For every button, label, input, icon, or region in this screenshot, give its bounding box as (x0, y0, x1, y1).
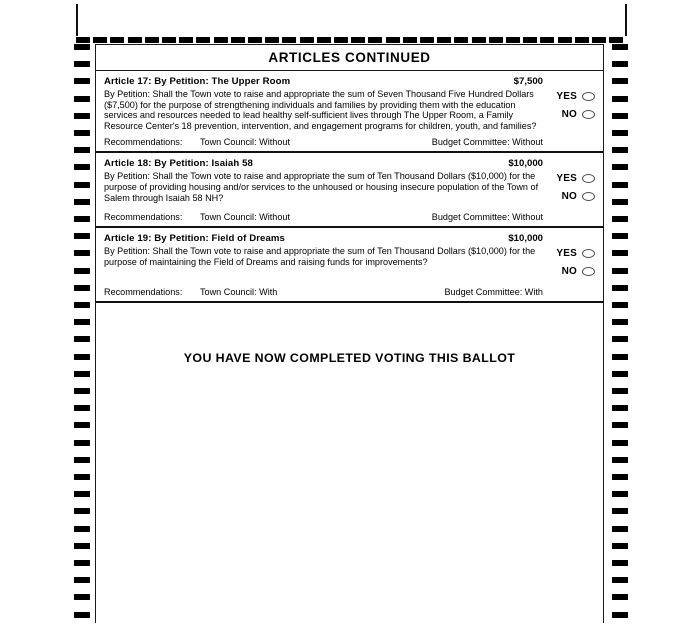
timing-mark (472, 37, 486, 43)
timing-mark (74, 491, 90, 497)
timing-mark (74, 457, 90, 463)
recommendations-row (104, 212, 595, 222)
timing-marks-top (76, 36, 626, 44)
timing-mark (612, 388, 628, 394)
article-title-row (104, 158, 543, 169)
vote-option-yes[interactable] (549, 88, 595, 104)
timing-mark (74, 113, 90, 119)
timing-marks-right (612, 44, 630, 624)
vote-yes-oval[interactable] (582, 92, 595, 101)
timing-mark (612, 130, 628, 136)
vote-yes-oval[interactable] (582, 174, 595, 183)
timing-mark (74, 526, 90, 532)
timing-mark (74, 594, 90, 600)
timing-mark (612, 457, 628, 463)
recommendations-label: Recommendations: (104, 212, 183, 223)
vote-option-yes[interactable] (549, 170, 595, 186)
timing-mark (612, 164, 628, 170)
timing-mark (282, 37, 296, 43)
timing-mark (612, 233, 628, 239)
vote-option-no[interactable] (549, 106, 595, 122)
article-amount: $10,000 (508, 233, 543, 245)
vote-yes-oval[interactable] (582, 249, 595, 258)
timing-mark (74, 422, 90, 428)
vote-no-label: NO (561, 190, 577, 202)
timing-mark (196, 37, 210, 43)
timing-mark (506, 37, 520, 43)
vote-options-column (549, 76, 595, 124)
timing-mark (612, 560, 628, 566)
articles-container (96, 71, 603, 303)
vote-option-yes[interactable] (549, 245, 595, 261)
timing-mark (351, 37, 365, 43)
timing-mark (403, 37, 417, 43)
timing-mark (612, 440, 628, 446)
article-block-3 (96, 228, 603, 303)
article-body-text: By Petition: Shall the Town vote to raise and appropriate the sum of Ten Thousand Dollars ($10,000) for the purpose of providing housing and/or services to the unhoused or housing insecure population of the Town of Salem through Isaiah 58 NH? (104, 171, 539, 203)
timing-mark (612, 113, 628, 119)
timing-mark (612, 285, 628, 291)
blank-ballot-area (96, 303, 603, 603)
timing-mark (592, 37, 606, 43)
timing-mark (489, 37, 503, 43)
vote-option-no[interactable] (549, 188, 595, 204)
article-body-text: By Petition: Shall the Town vote to raise and appropriate the sum of Seven Thousand Five Hundred Dollars ($7,500) for the purpose of strengthening individuals and families by providing them with the education services and resources needed to lead healthy self-sufficient lives through The Upper Room, a Family Resource Center's 18 prevention, intervention, and engagement programs for children, youth, and families? (104, 89, 537, 131)
registration-mark-top-right (625, 4, 627, 36)
ballot-frame (95, 44, 604, 623)
timing-mark (74, 405, 90, 411)
timing-mark (74, 78, 90, 84)
timing-mark (74, 233, 90, 239)
article-title: Article 17: By Petition: The Upper Room (104, 76, 291, 87)
timing-mark (74, 508, 90, 514)
timing-mark (612, 474, 628, 480)
timing-mark (612, 508, 628, 514)
article-amount: $7,500 (513, 76, 543, 87)
timing-mark (540, 37, 554, 43)
timing-mark (74, 164, 90, 170)
timing-mark (74, 268, 90, 274)
timing-mark (74, 285, 90, 291)
timing-mark (523, 37, 537, 43)
timing-mark (74, 354, 90, 360)
recommendations-label: Recommendations: (104, 137, 183, 148)
vote-no-oval[interactable] (582, 267, 595, 276)
timing-mark (612, 405, 628, 411)
town-council-recommendation: Town Council: Without (200, 212, 290, 223)
timing-mark (612, 44, 628, 50)
timing-mark (612, 526, 628, 532)
timing-mark (74, 319, 90, 325)
timing-mark (612, 594, 628, 600)
timing-mark (368, 37, 382, 43)
article-title-row (104, 233, 543, 244)
timing-mark (612, 268, 628, 274)
timing-mark (612, 612, 628, 618)
timing-mark (145, 37, 159, 43)
timing-mark (612, 319, 628, 325)
timing-mark (74, 182, 90, 188)
vote-yes-label: YES (556, 247, 577, 259)
vote-no-oval[interactable] (582, 110, 595, 119)
timing-mark (612, 422, 628, 428)
timing-mark (558, 37, 572, 43)
timing-mark (74, 44, 90, 50)
vote-options-column (549, 233, 595, 281)
timing-mark (575, 37, 589, 43)
article-title: Article 19: By Petition: Field of Dreams (104, 233, 285, 245)
vote-no-oval[interactable] (582, 192, 595, 201)
recommendations-row (104, 137, 595, 147)
timing-mark (74, 216, 90, 222)
timing-mark (231, 37, 245, 43)
timing-mark (612, 336, 628, 342)
timing-mark (612, 302, 628, 308)
timing-mark (454, 37, 468, 43)
timing-mark (248, 37, 262, 43)
timing-mark (76, 37, 90, 43)
vote-yes-label: YES (556, 90, 577, 102)
timing-mark (214, 37, 228, 43)
town-council-recommendation: Town Council: With (200, 287, 278, 298)
budget-committee-recommendation: Budget Committee: Without (431, 212, 543, 223)
timing-mark (609, 37, 623, 43)
recommendations-label: Recommendations: (104, 287, 183, 298)
timing-mark (93, 37, 107, 43)
timing-mark (162, 37, 176, 43)
budget-committee-recommendation: Budget Committee: Without (431, 137, 543, 148)
timing-mark (74, 130, 90, 136)
town-council-recommendation: Town Council: Without (200, 137, 290, 148)
timing-mark (74, 61, 90, 67)
article-title-row (104, 76, 543, 87)
timing-mark (74, 612, 90, 618)
timing-mark (612, 543, 628, 549)
timing-mark (110, 37, 124, 43)
article-block-1 (96, 71, 603, 153)
timing-mark (612, 96, 628, 102)
vote-option-no[interactable] (549, 263, 595, 279)
timing-mark (317, 37, 331, 43)
article-title: Article 18: By Petition: Isaiah 58 (104, 158, 253, 170)
timing-mark (265, 37, 279, 43)
timing-mark (612, 354, 628, 360)
timing-mark (612, 199, 628, 205)
article-amount: $10,000 (508, 158, 543, 170)
article-body-text: By Petition: Shall the Town vote to raise and appropriate the sum of Ten Thousand Dollars ($10,000) for the purpose of maintaining the Field of Dreams and raising funds for improvements? (104, 246, 536, 267)
page-title: ARTICLES CONTINUED (96, 45, 603, 71)
vote-yes-label: YES (556, 172, 577, 184)
timing-mark (612, 577, 628, 583)
timing-mark (74, 388, 90, 394)
timing-mark (612, 371, 628, 377)
timing-mark (386, 37, 400, 43)
timing-mark (612, 491, 628, 497)
budget-committee-recommendation: Budget Committee: With (444, 287, 543, 298)
timing-mark (300, 37, 314, 43)
vote-options-column (549, 158, 595, 206)
ballot-completed-note: YOU HAVE NOW COMPLETED VOTING THIS BALLOT (183, 351, 516, 365)
timing-mark (74, 302, 90, 308)
timing-mark (74, 96, 90, 102)
timing-mark (74, 560, 90, 566)
timing-mark (612, 61, 628, 67)
timing-mark (74, 440, 90, 446)
timing-marks-left (74, 44, 92, 624)
timing-mark (420, 37, 434, 43)
timing-mark (74, 199, 90, 205)
timing-mark (74, 543, 90, 549)
vote-no-label: NO (561, 108, 577, 120)
timing-mark (612, 147, 628, 153)
timing-mark (612, 216, 628, 222)
recommendations-row (104, 287, 595, 297)
timing-mark (74, 336, 90, 342)
timing-mark (74, 474, 90, 480)
timing-mark (612, 250, 628, 256)
article-block-2 (96, 153, 603, 228)
registration-mark-top-left (76, 4, 78, 36)
timing-mark (612, 78, 628, 84)
timing-mark (437, 37, 451, 43)
timing-mark (74, 147, 90, 153)
timing-mark (612, 182, 628, 188)
timing-mark (74, 577, 90, 583)
timing-mark (334, 37, 348, 43)
timing-mark (74, 250, 90, 256)
timing-mark (74, 371, 90, 377)
timing-mark (179, 37, 193, 43)
vote-no-label: NO (561, 265, 577, 277)
timing-mark (128, 37, 142, 43)
